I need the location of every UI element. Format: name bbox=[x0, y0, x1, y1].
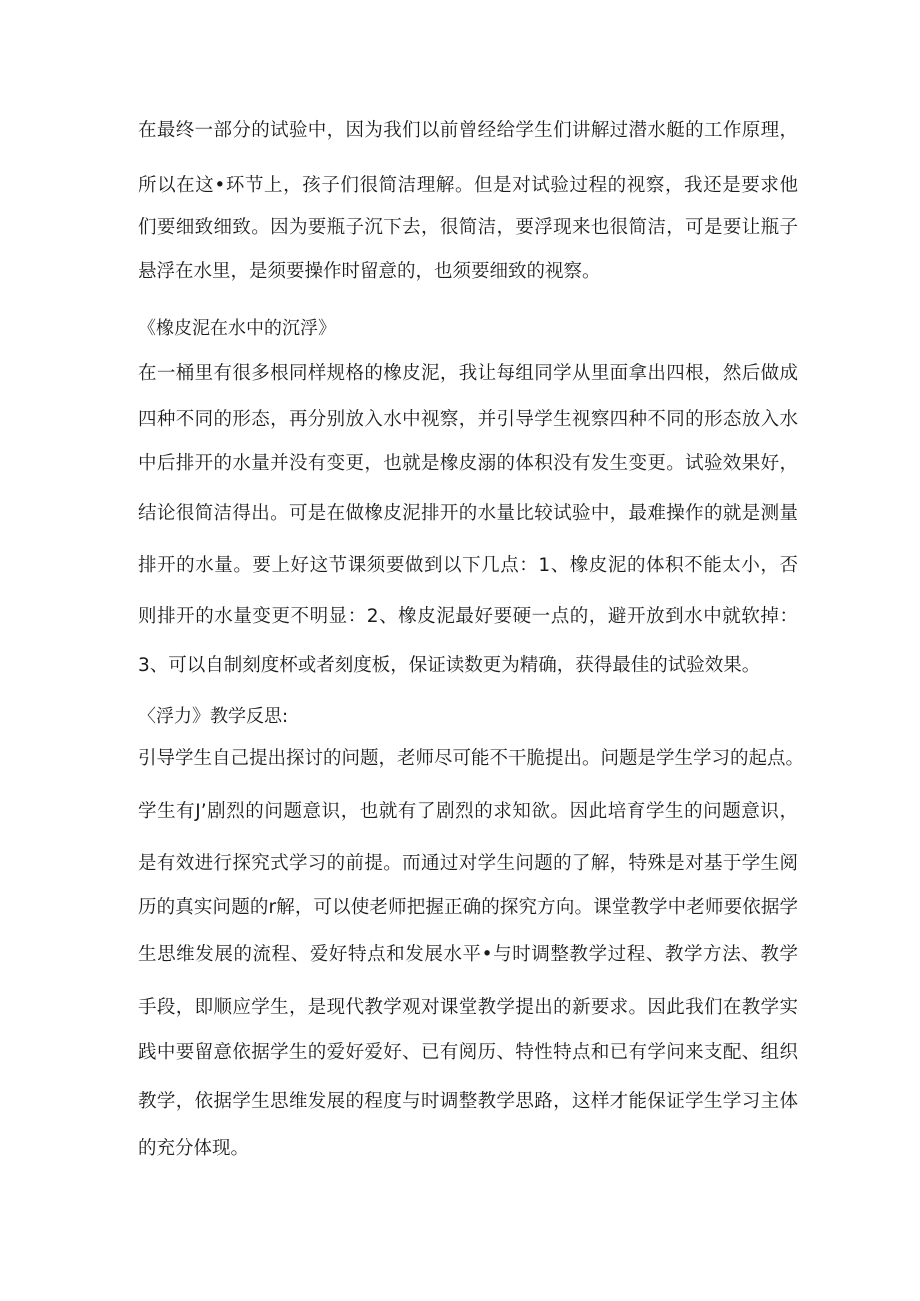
paragraph-line: 所以在这•环节上，孩子们很简洁理解。但是对试验过程的视察，我还是要求他 bbox=[138, 175, 798, 196]
paragraph-line: 是有效进行探究式学习的前提。而通过对学生问题的了解，特殊是对基于学生阅 bbox=[138, 853, 798, 874]
paragraph-line: 教学，依据学生思维发展的程度与时调整教学思路，这样才能保证学生学习主体 bbox=[138, 1091, 798, 1112]
paragraph-line: 3、可以自制刻度杯或者刻度板，保证读数更为精确，获得最佳的试验效果。 bbox=[138, 655, 761, 676]
paragraph-line: 中后排开的水量并没有变更，也就是橡皮溺的体积没有发生变更。试验效果好， bbox=[138, 453, 798, 474]
paragraph-line: 结论很简洁得出。可是在做橡皮泥排开的水量比较试验中，最难操作的就是测量 bbox=[138, 503, 798, 524]
paragraph-line: 们要细致细致。因为要瓶子沉下去，很简洁，要浮现来也很简洁，可是要让瓶子 bbox=[138, 217, 798, 238]
paragraph-line: 则排开的水量变更不明显：2、橡皮泥最好要硬一点的，避开放到水中就软掉： bbox=[138, 606, 798, 627]
paragraph-line: 学生有J’剧烈的问题意识，也就有了剧烈的求知欲。因此培育学生的问题意识， bbox=[138, 801, 798, 822]
paragraph-line: 四种不同的形态，再分别放入水中视察，并引导学生视察四种不同的形态放入水 bbox=[138, 409, 798, 430]
paragraph-line: 生思维发展的流程、爱好特点和发展水平•与时调整教学过程、教学方法、教学 bbox=[138, 944, 798, 965]
paragraph-line: 在一桶里有很多根同样规格的橡皮泥，我让每组同学从里面拿出四根，然后做成 bbox=[138, 363, 798, 384]
paragraph-line: 引导学生自己提出探讨的问题，老师尽可能不干脆提出。问题是学生学习的起点。 bbox=[138, 748, 805, 769]
paragraph-line: 悬浮在水里，是须要操作时留意的，也须要细致的视察。 bbox=[138, 261, 601, 282]
section-heading: 《橡皮泥在水中的沉浮》 bbox=[138, 318, 336, 339]
section-heading: 〈浮力》教学反思: bbox=[138, 706, 289, 727]
paragraph-line: 手段，即顺应学生，是现代教学观对课堂教学提出的新要求。因此我们在教学实 bbox=[138, 997, 798, 1018]
paragraph-line: 历的真实问题的r解，可以使老师把握正确的探究方向。课堂教学中老师要依据学 bbox=[138, 897, 798, 918]
paragraph-line: 排开的水量。要上好这节课须要做到以下几点：1、橡皮泥的体积不能太小，否 bbox=[138, 555, 798, 576]
paragraph-line: 在最终一部分的试验中，因为我们以前曾经给学生们讲解过潜水艇的工作原理， bbox=[138, 120, 798, 141]
paragraph-line: 的充分体现。 bbox=[138, 1138, 250, 1159]
paragraph-line: 践中要留意依据学生的爱好爱好、已有阅历、特性特点和已有学问来支配、组织 bbox=[138, 1042, 798, 1063]
